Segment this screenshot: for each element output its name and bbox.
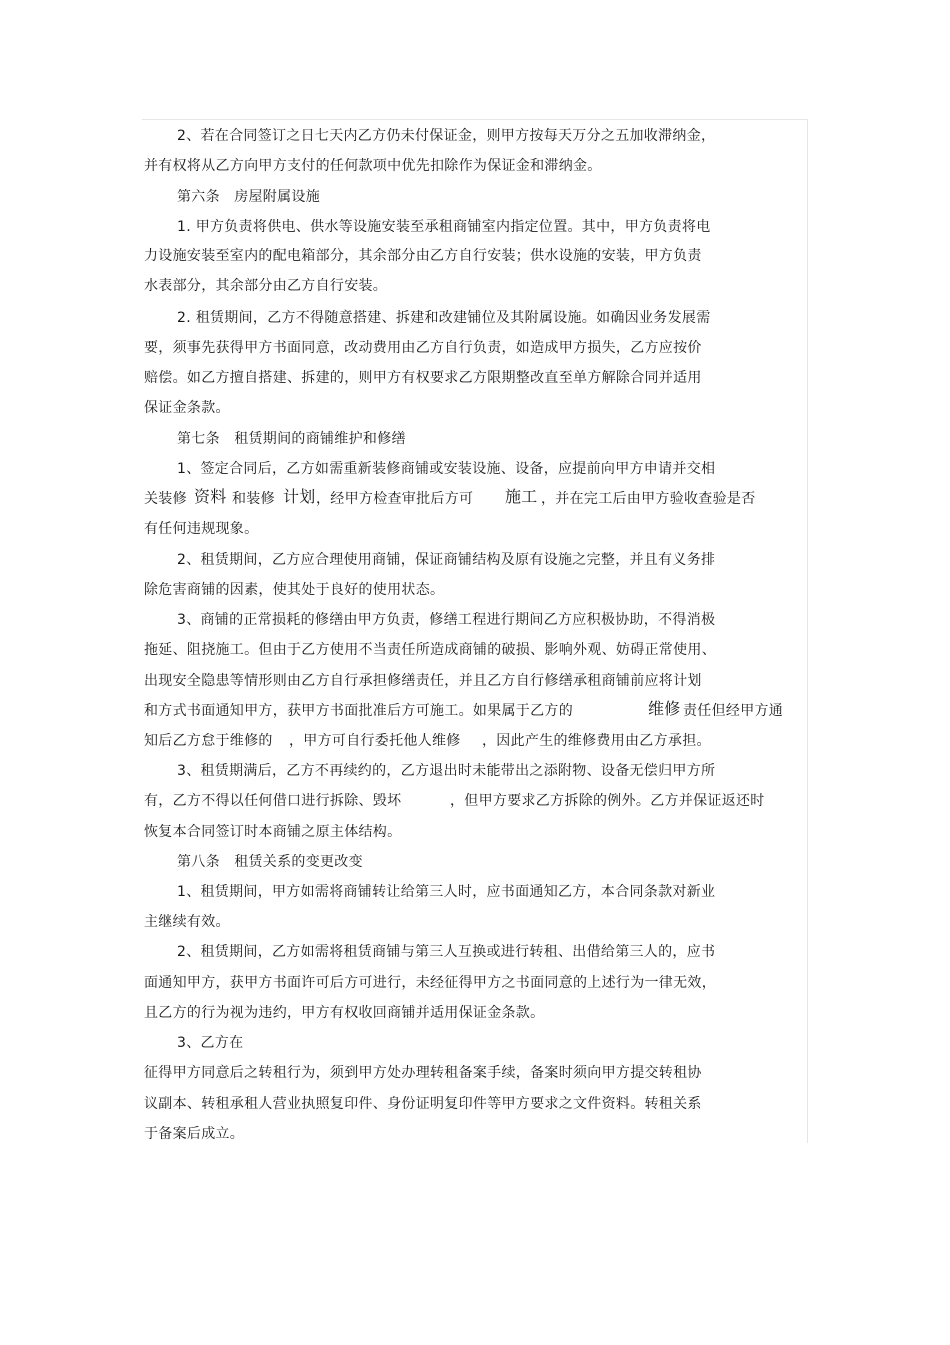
text-line: 并有权将从乙方向甲方支付的任何款项中优先扣除作为保证金和滞纳金。 bbox=[144, 158, 602, 174]
text-line: 有任何违规现象。 bbox=[144, 521, 259, 537]
text-line: 水表部分，其余部分由乙方自行安装。 bbox=[144, 278, 388, 294]
text-line: 拖延、阻挠施工。但由于乙方使用不当责任所造成商铺的破损、影响外观、妨碍正常使用、 bbox=[144, 642, 716, 658]
text-fragment: 关装修 bbox=[144, 491, 187, 507]
text-line: 1. 甲方负责将供电、供水等设施安装至承租商铺室内指定位置。其中，甲方负责将电 bbox=[177, 219, 711, 235]
text-fragment: ，并在完工后由甲方验收查验是否 bbox=[541, 491, 756, 507]
text-line: 征得甲方同意后之转租行为，须到甲方处办理转租备案手续，备案时须向甲方提交转租协 bbox=[144, 1065, 702, 1081]
text-line: 3、租赁期满后，乙方不再续约的，乙方退出时未能带出之添附物、设备无偿归甲方所 bbox=[177, 763, 716, 779]
text-line: 保证金条款。 bbox=[144, 400, 230, 416]
text-line: 3、乙方在 bbox=[177, 1035, 244, 1051]
text-line: 恢复本合同签订时本商铺之原主体结构。 bbox=[144, 824, 402, 840]
text-fragment: 和方式书面通知甲方，获甲方书面批准后方可施工。如果属于乙方的 bbox=[144, 703, 573, 719]
text-line: 2、租赁期间，乙方应合理使用商铺，保证商铺结构及原有设施之完整，并且有义务排 bbox=[177, 552, 716, 568]
text-line: 1、签定合同后，乙方如需重新装修商铺或安装设施、设备，应提前向甲方申请并交相 bbox=[177, 461, 716, 477]
text-line: 面通知甲方，获甲方书面许可后方可进行，未经征得甲方之书面同意的上述行为一律无效， bbox=[144, 975, 716, 991]
text-fragment: ，但甲方要求乙方拆除的例外。乙方并保证返还时 bbox=[450, 793, 765, 809]
text-line: 主继续有效。 bbox=[144, 914, 230, 930]
text-line: 议副本、转租承租人营业执照复印件、身份证明复印件等甲方要求之文件资料。转租关系 bbox=[144, 1096, 702, 1112]
text-fragment: 责任但经甲方通 bbox=[683, 703, 784, 719]
text-line: 于备案后成立。 bbox=[144, 1126, 245, 1142]
text-fragment: ，经甲方检查审批后方可 bbox=[316, 491, 474, 507]
section-heading: 第七条 租赁期间的商铺维护和修缮 bbox=[177, 431, 406, 447]
section-heading: 第六条 房屋附属设施 bbox=[177, 189, 320, 205]
text-fragment: 施工 bbox=[505, 487, 538, 506]
text-line: 除危害商铺的因素，使其处于良好的使用状态。 bbox=[144, 582, 445, 598]
text-line: 2、租赁期间，乙方如需将租赁商铺与第三人互换或进行转租、出借给第三人的，应书 bbox=[177, 944, 716, 960]
text-fragment: 知后乙方怠于维修的 bbox=[144, 733, 273, 749]
text-line: 3、商铺的正常损耗的修缮由甲方负责，修缮工程进行期间乙方应积极协助，不得消极 bbox=[177, 612, 716, 628]
text-line: 2. 租赁期间，乙方不得随意搭建、拆建和改建铺位及其附属设施。如确因业务发展需 bbox=[177, 310, 711, 326]
text-line: 出现安全隐患等情形则由乙方自行承担修缮责任，并且乙方自行修缮承租商铺前应将计划 bbox=[144, 673, 702, 689]
text-line: 力设施安装至室内的配电箱部分，其余部分由乙方自行安装；供水设施的安装，甲方负责 bbox=[144, 248, 702, 264]
text-line: 赔偿。如乙方擅自搭建、拆建的，则甲方有权要求乙方限期整改直至单方解除合同并适用 bbox=[144, 370, 702, 386]
text-line: 且乙方的行为视为违约，甲方有权收回商铺并适用保证金条款。 bbox=[144, 1005, 545, 1021]
text-fragment: ，甲方可自行委托他人维修 bbox=[289, 733, 461, 749]
text-fragment: 有，乙方不得以任何借口进行拆除、毁坏 bbox=[144, 793, 402, 809]
text-line: 1、租赁期间，甲方如需将商铺转让给第三人时，应书面通知乙方，本合同条款对新业 bbox=[177, 884, 716, 900]
text-fragment: 资料 bbox=[194, 487, 227, 506]
text-fragment: 维修 bbox=[648, 699, 681, 718]
text-fragment: ，因此产生的维修费用由乙方承担。 bbox=[482, 733, 711, 749]
text-fragment: 和装修 bbox=[232, 491, 275, 507]
text-line: 要，须事先获得甲方书面同意，改动费用由乙方自行负责，如造成甲方损失，乙方应按价 bbox=[144, 340, 702, 356]
text-fragment: 计划 bbox=[283, 487, 316, 506]
section-heading: 第八条 租赁关系的变更改变 bbox=[177, 854, 363, 870]
text-line: 2、若在合同签订之日七天内乙方仍未付保证金，则甲方按每天万分之五加收滞纳金， bbox=[177, 128, 716, 144]
